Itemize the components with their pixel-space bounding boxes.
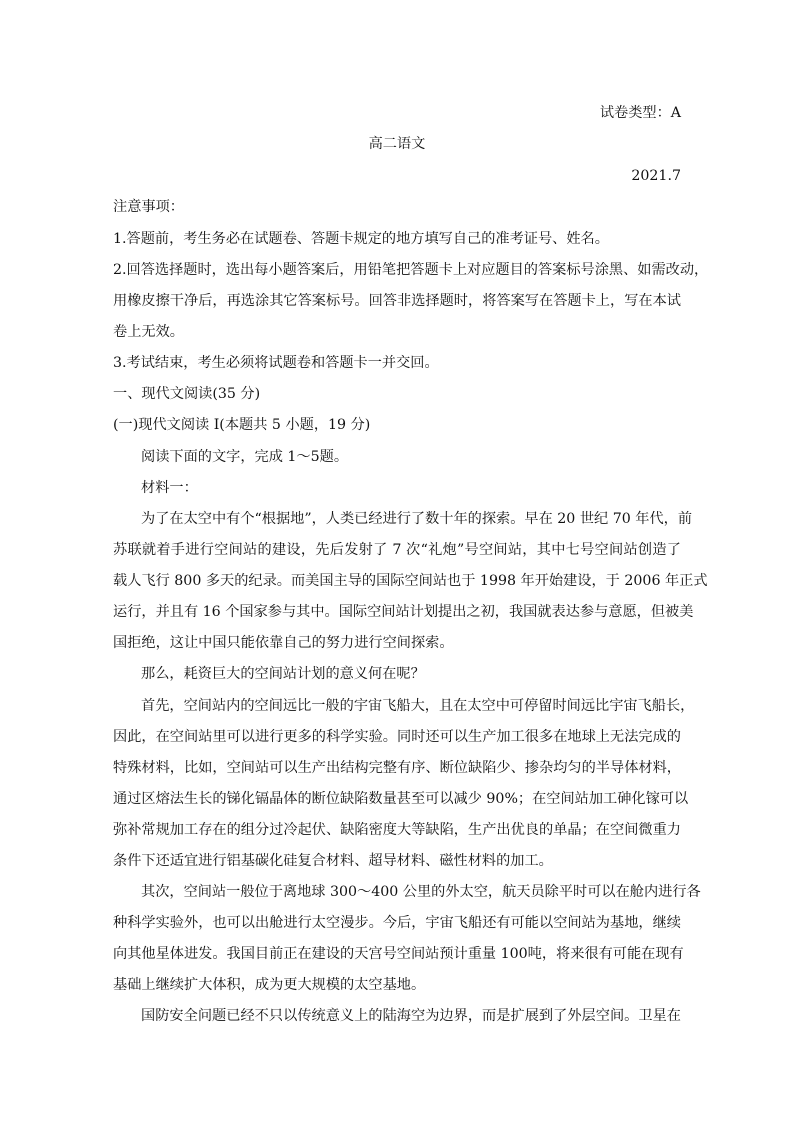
subsection-heading: (一)现代文阅读 I(本题共 5 小题，19 分) (113, 417, 371, 433)
paragraph-4-line-4: 基础上继续扩大体积，成为更大规模的太空基地。 (113, 977, 426, 993)
paragraph-3-line-2: 因此，在空间站里可以进行更多的科学实验。同时还可以生产加工很多在地球上无法完成的 (113, 729, 681, 745)
reading-instruction: 阅读下面的文字，完成 1～5题。 (141, 449, 349, 465)
notice-item-1: 1.答题前，考生务必在试题卷、答题卡规定的地方填写自己的准考证号、姓名。 (113, 231, 609, 247)
exam-title: 高二语文 (368, 136, 426, 152)
material-label: 材料一： (141, 480, 198, 496)
paragraph-2: 那么，耗资巨大的空间站计划的意义何在呢？ (141, 666, 425, 682)
notice-item-3: 3.考试结束，考生必须将试题卷和答题卡一并交回。 (113, 355, 439, 371)
paragraph-1-line-2: 苏联就着手进行空间站的建设，先后发射了 7 次“礼炮”号空间站，其中七号空间站创造了 (113, 542, 681, 558)
paragraph-4-line-3: 向其他星体进发。我国目前正在建设的天宫号空间站预计重量 100吨，将来很有可能在现有 (113, 946, 684, 962)
paragraph-3-line-4: 通过区熔法生长的锑化镉晶体的断位缺陷数量甚至可以减少 90%；在空间站加工砷化镓可以 (113, 791, 689, 807)
paper-type-label: 试卷类型：A (599, 105, 681, 121)
section-heading: 一、现代文阅读(35 分) (113, 386, 261, 402)
exam-date: 2021.7 (631, 168, 681, 184)
notice-item-2-line-2: 用橡皮擦干净后，再选涂其它答案标号。回答非选择题时，将答案写在答题卡上，写在本试 (113, 293, 681, 309)
paragraph-1-line-1: 为了在太空中有个“根据地”，人类已经进行了数十年的探索。早在 20 世纪 70 年代，前 (141, 511, 693, 527)
paragraph-4-line-2: 种科学实验外，也可以出舱进行太空漫步。今后，宇宙飞船还有可能以空间站为基地，继续 (113, 915, 681, 931)
paragraph-4-line-1: 其次，空间站一般位于离地球 300～400 公里的外太空，航天员除平时可以在舱内进行各 (141, 884, 701, 900)
paragraph-3-line-5: 弥补常规加工存在的组分过冷起伏、缺陷密度大等缺陷，生产出优良的单晶；在空间微重力 (113, 822, 681, 838)
paragraph-5-line-1: 国防安全问题已经不只以传统意义上的陆海空为边界，而是扩展到了外层空间。卫星在 (141, 1008, 681, 1024)
paragraph-3-line-6: 条件下还适宜进行铝基碳化硅复合材料、超导材料、磁性材料的加工。 (113, 853, 553, 869)
paragraph-3-line-1: 首先，空间站内的空间远比一般的宇宙飞船大，且在太空中可停留时间远比宇宙飞船长， (141, 698, 695, 714)
paragraph-1-line-3: 载人飞行 800 多天的纪录。而美国主导的国际空间站也于 1998 年开始建设，于 2006 年正式 (113, 573, 708, 589)
notice-item-2-line-1: 2.回答选择题时，选出每小题答案后，用铅笔把答题卡上对应题目的答案标号涂黑、如需改动， (113, 262, 709, 278)
paragraph-1-line-5: 国拒绝，这让中国只能依靠自己的努力进行空间探索。 (113, 635, 454, 651)
paragraph-3-line-3: 特殊材料，比如，空间站可以生产出结构完整有序、断位缺陷少、掺杂均匀的半导体材料， (113, 760, 681, 776)
notice-heading: 注意事项： (113, 199, 184, 215)
notice-item-2-line-3: 卷上无效。 (113, 324, 184, 340)
exam-page (113, 0, 709, 1123)
paragraph-1-line-4: 运行，并且有 16 个国家参与其中。国际空间站计划提出之初，我国就表达参与意愿，但被美 (113, 604, 694, 620)
